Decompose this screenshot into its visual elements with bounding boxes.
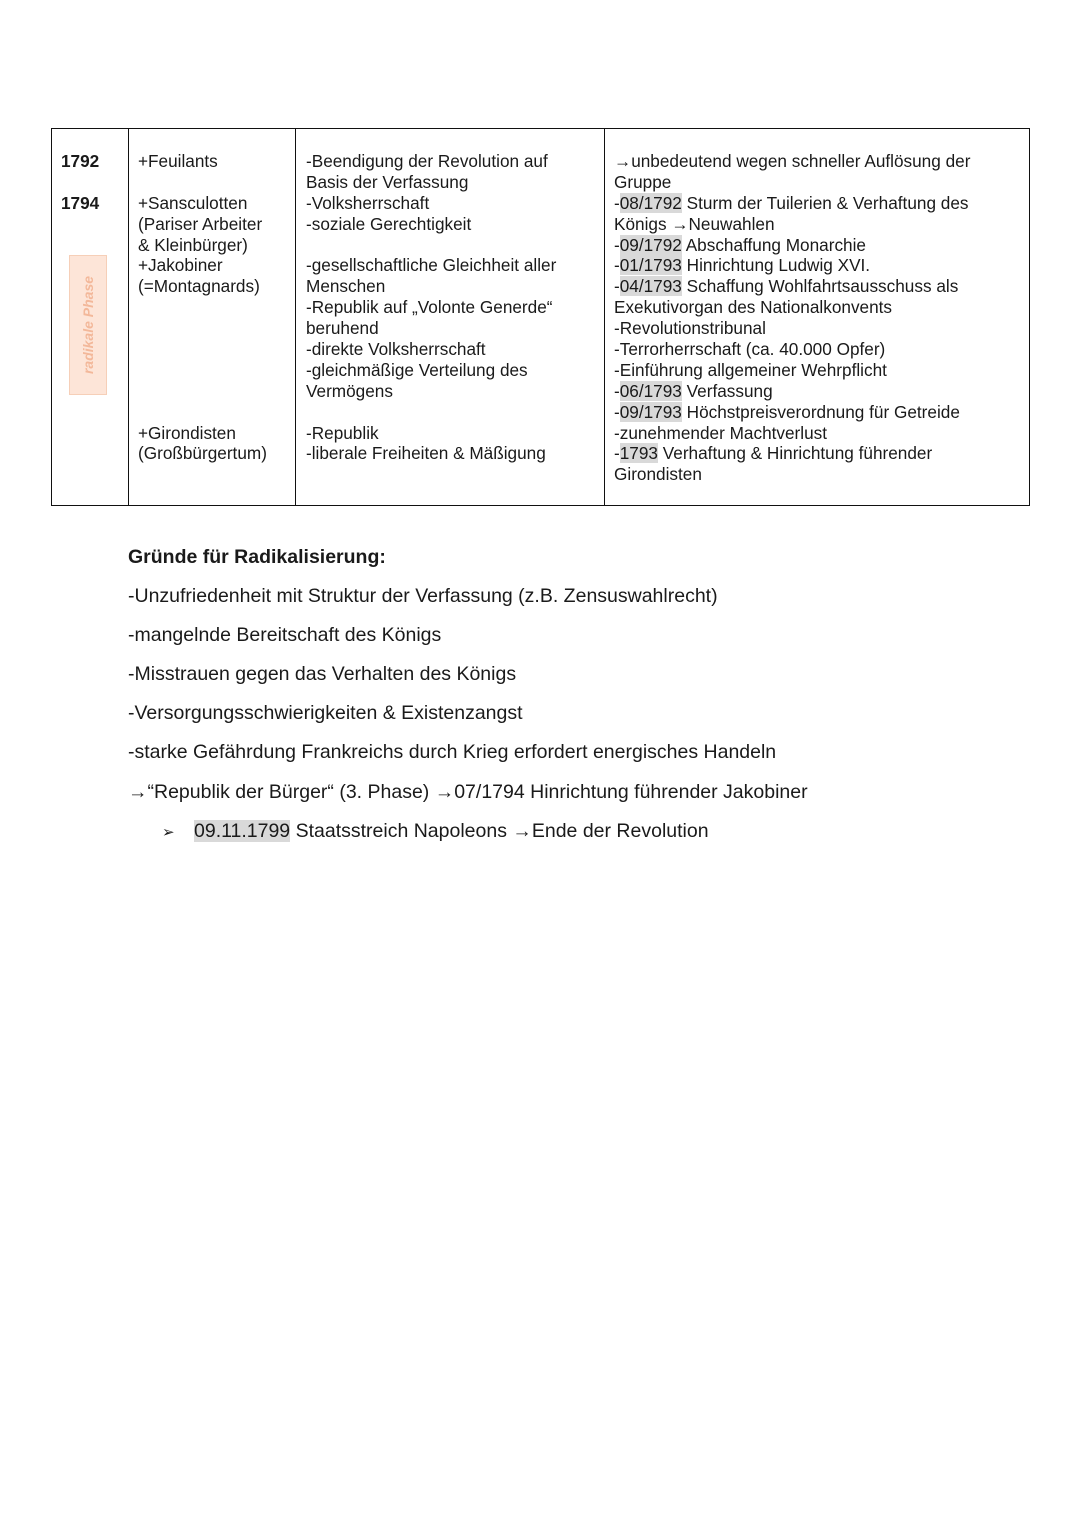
event-line xyxy=(614,235,1024,256)
event-line xyxy=(614,318,1024,339)
event-line xyxy=(614,339,1024,360)
event-date: 04/1793 xyxy=(619,276,682,297)
phase-label: radikale Phase xyxy=(80,275,96,375)
event-prefix: - xyxy=(614,234,620,255)
year-start: 1792 xyxy=(61,151,100,171)
reason-item: -mangelnde Bereitschaft des Königs xyxy=(128,624,442,646)
event-text: Verhaftung & Hinrichtung führender xyxy=(657,443,933,464)
event-line xyxy=(614,381,1024,402)
goal-line: Basis der Verfassung xyxy=(306,171,469,192)
event-date: 06/1793 xyxy=(619,380,682,401)
goal-line: -gleichmäßige Verteilung des xyxy=(306,359,528,380)
bullet-arrow-icon: ➢ xyxy=(162,824,175,841)
reason-item: -Unzufriedenheit mit Struktur der Verfassung (z.B. Zensuswahlrecht) xyxy=(128,585,718,607)
group-line: +Girondisten xyxy=(138,422,236,443)
event-text: -zunehmender Machtverlust xyxy=(614,422,828,443)
events-column xyxy=(614,151,1024,485)
goal-line: -Republik auf „Volonte Generde“ xyxy=(306,297,553,318)
event-date: 01/1793 xyxy=(619,255,682,276)
event-prefix: - xyxy=(614,443,620,464)
event-line xyxy=(614,276,1024,297)
column-divider xyxy=(128,129,129,505)
group-feuillants: +Feuilants xyxy=(138,151,218,171)
bullet-date: 09.11.1799 xyxy=(194,820,291,842)
event-prefix: - xyxy=(614,276,620,297)
goal-line: -soziale Gerechtigkeit xyxy=(306,213,472,234)
reason-item: -Misstrauen gegen das Verhalten des Königs xyxy=(128,663,517,685)
goal-line: -gesellschaftliche Gleichheit aller xyxy=(306,255,557,276)
goal-line: -liberale Freiheiten & Mäßigung xyxy=(306,443,546,464)
event-text: -Einführung allgemeiner Wehrpflicht xyxy=(614,359,887,380)
group-line: & Kleinbürger) xyxy=(138,234,248,255)
event-text: Exekutivorgan des Nationalkonvents xyxy=(614,297,893,318)
event-line xyxy=(614,297,1024,318)
group-line: +Jakobiner xyxy=(138,255,223,276)
event-date: 08/1792 xyxy=(619,192,682,213)
event-prefix: - xyxy=(614,401,620,422)
event-prefix: - xyxy=(614,380,620,401)
event-text: Girondisten xyxy=(614,464,702,485)
event-line xyxy=(614,193,1024,214)
reason-item: -starke Gefährdung Frankreichs durch Krieg erfordert energisches Handeln xyxy=(128,741,777,763)
phase-label-tag xyxy=(69,255,107,395)
event-line xyxy=(614,214,1024,235)
event-text: -Terrorherrschaft (ca. 40.000 Opfer) xyxy=(614,339,886,360)
reasons-heading: Gründe für Radikalisierung: xyxy=(128,546,386,568)
bullet-item xyxy=(162,819,709,845)
goals-column xyxy=(306,151,606,464)
event-line xyxy=(614,360,1024,381)
event-line xyxy=(614,423,1024,444)
event-date: 09/1792 xyxy=(619,234,682,255)
event-text: Schaffung Wohlfahrtsausschuss als xyxy=(681,276,959,297)
event-text: -Revolutionstribunal xyxy=(614,318,766,339)
goal-line: Menschen xyxy=(306,276,386,297)
goal-line: -Republik xyxy=(306,422,379,443)
event-date: 1793 xyxy=(619,443,658,464)
conclusion-line: →“Republik der Bürger“ (3. Phase) →07/1794 Hinrichtung führender Jakobiner xyxy=(128,781,808,803)
event-line xyxy=(614,172,1024,193)
event-text: Königs →Neuwahlen xyxy=(614,213,775,234)
event-text: Höchstpreisverordnung für Getreide xyxy=(681,401,960,422)
event-prefix: - xyxy=(614,255,620,276)
event-text: →unbedeutend wegen schneller Auflösung der xyxy=(614,151,971,171)
revolution-table xyxy=(51,128,1030,506)
event-line xyxy=(614,443,1024,464)
group-line: (Pariser Arbeiter xyxy=(138,213,263,234)
event-line xyxy=(614,255,1024,276)
event-text: Gruppe xyxy=(614,171,672,192)
year-end: 1794 xyxy=(61,193,100,213)
event-line xyxy=(614,151,1024,172)
event-text: Verfassung xyxy=(681,380,773,401)
goal-line: -Volksherrschaft xyxy=(306,192,430,213)
goal-line: beruhend xyxy=(306,318,379,339)
event-text: Hinrichtung Ludwig XVI. xyxy=(681,255,871,276)
goal-line: -direkte Volksherrschaft xyxy=(306,339,486,360)
event-line xyxy=(614,402,1024,423)
goal-line: Vermögens xyxy=(306,380,393,401)
event-text: Sturm der Tuilerien & Verhaftung des xyxy=(681,192,969,213)
event-prefix: - xyxy=(614,192,620,213)
groups-column xyxy=(138,151,298,464)
bullet-text: Staatsstreich Napoleons →Ende der Revolution xyxy=(290,820,709,842)
group-line: +Sansculotten xyxy=(138,192,248,213)
group-line: (=Montagnards) xyxy=(138,276,260,297)
years-column xyxy=(61,151,121,235)
event-date: 09/1793 xyxy=(619,401,682,422)
goal-line: -Beendigung der Revolution auf xyxy=(306,151,548,171)
event-text: Abschaffung Monarchie xyxy=(681,234,866,255)
reason-item: -Versorgungsschwierigkeiten & Existenzangst xyxy=(128,702,523,724)
event-line xyxy=(614,464,1024,485)
group-line: (Großbürgertum) xyxy=(138,443,267,464)
